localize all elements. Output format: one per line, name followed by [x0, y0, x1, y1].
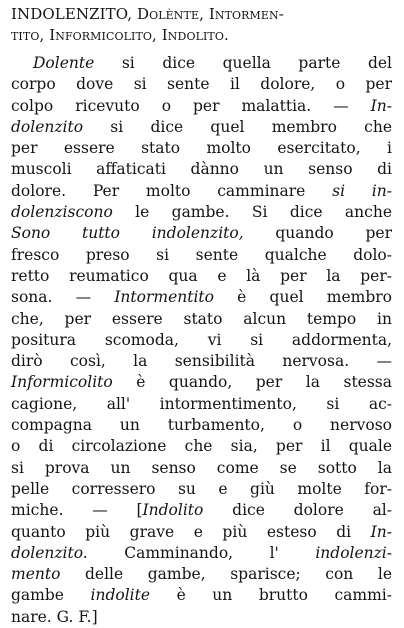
text-line [11, 522, 392, 543]
text-segment: nare. G. F.] [11, 607, 98, 626]
text-segment: fresco preso si sente qualche dolo- [11, 245, 392, 264]
text-segment: quanto più grave e più esteso di [11, 522, 371, 541]
italic-term: dolenzito [11, 117, 84, 136]
heading-line-2: tito, Informicolito, Indolito. [11, 25, 229, 44]
text-segment: è quando, per la stessa [112, 373, 392, 392]
synonym-informicolito: Informicolito [49, 25, 153, 44]
text-segment: si dice quel membro che [83, 117, 392, 136]
text-segment: dirò così, la sensibilità nervosa. — [11, 352, 392, 371]
text-segment: sona. — [11, 288, 115, 307]
text-segment: corpo dove si sente il dolore, o per [11, 75, 392, 94]
text-segment: o di circolazione che sia, per il quale [11, 437, 392, 456]
italic-term: indolite [90, 586, 151, 605]
text-segment: positura scomoda, vi si addormenta, [11, 330, 392, 349]
italic-term: mento [11, 565, 61, 584]
synonym-indolito: Indolito [161, 25, 224, 44]
text-line [11, 53, 392, 74]
text-segment: Camminando, l' [87, 543, 316, 562]
text-line [11, 394, 392, 415]
italic-term: indolenzi- [315, 543, 392, 562]
text-segment: dice dolore al- [203, 501, 392, 520]
text-segment: retto reumatico qua e là per la per- [11, 266, 392, 285]
text-line [11, 351, 392, 372]
headword: INDOLENZITO [11, 5, 128, 23]
text-line [11, 181, 392, 202]
text-line [11, 309, 392, 330]
text-line [11, 223, 392, 244]
heading-line-1: INDOLENZITO, Dolènte, Intormen- [11, 5, 284, 23]
entry-body [11, 53, 392, 628]
text-segment: miche. — [ [11, 501, 143, 520]
text-line [11, 458, 392, 479]
text-line [11, 585, 392, 606]
text-segment: è quel membro [214, 288, 392, 307]
text-line [11, 74, 392, 95]
text-line [11, 96, 392, 117]
text-line [11, 500, 392, 521]
text-line [11, 543, 392, 564]
text-line [11, 287, 392, 308]
text-segment: gambe [11, 586, 91, 605]
text-segment: pelle corressero su e giù molte for- [11, 479, 392, 498]
text-segment: per essere stato molto esercitato, i [11, 139, 392, 158]
text-line [11, 245, 392, 266]
italic-term: In- [370, 96, 392, 115]
text-line [11, 372, 392, 393]
italic-term: Dolente [33, 54, 95, 72]
text-segment: muscoli affaticati dànno un senso di [11, 160, 392, 179]
text-line [11, 159, 392, 180]
text-segment: cagione, all' intormentimento, si ac- [11, 394, 392, 413]
italic-term: Intormentito [114, 288, 214, 307]
text-segment: le gambe. Si dice anche [112, 203, 392, 222]
text-line [11, 415, 392, 436]
text-line [11, 607, 392, 628]
italic-term: dolenzito. [11, 543, 88, 562]
text-line [11, 436, 392, 457]
text-segment: è un brutto cammi- [150, 586, 392, 605]
text-line [11, 266, 392, 287]
italic-term: In- [370, 522, 392, 541]
text-segment: che, per essere stato alcun tempo in [11, 309, 392, 328]
text-line [11, 138, 392, 159]
text-segment: quando per [243, 224, 392, 243]
text-segment: compagna un turbamento, o nervoso [11, 416, 392, 435]
italic-term: dolenziscono [11, 203, 113, 222]
text-line [11, 479, 392, 500]
text-segment: si dice quella parte del [94, 54, 392, 72]
italic-term: si in- [332, 181, 392, 200]
italic-term: Indolito [142, 501, 204, 520]
text-line [11, 117, 392, 138]
text-segment: si prova un senso come se sotto la [11, 458, 392, 477]
entry-heading [11, 4, 392, 45]
text-segment: delle gambe, sparisce; con le [60, 565, 392, 584]
text-segment: dolore. Per molto camminare [11, 181, 333, 200]
synonym-dolente: Dolènte [137, 5, 200, 23]
synonym-intormentito: Intormen- [208, 5, 284, 23]
text-line [11, 330, 392, 351]
italic-term: Informicolito [11, 373, 113, 392]
text-segment: colpo ricevuto o per malattia. — [11, 96, 371, 115]
italic-term: Sono tutto indolenzito, [11, 224, 244, 243]
text-line [11, 564, 392, 585]
text-line [11, 202, 392, 223]
